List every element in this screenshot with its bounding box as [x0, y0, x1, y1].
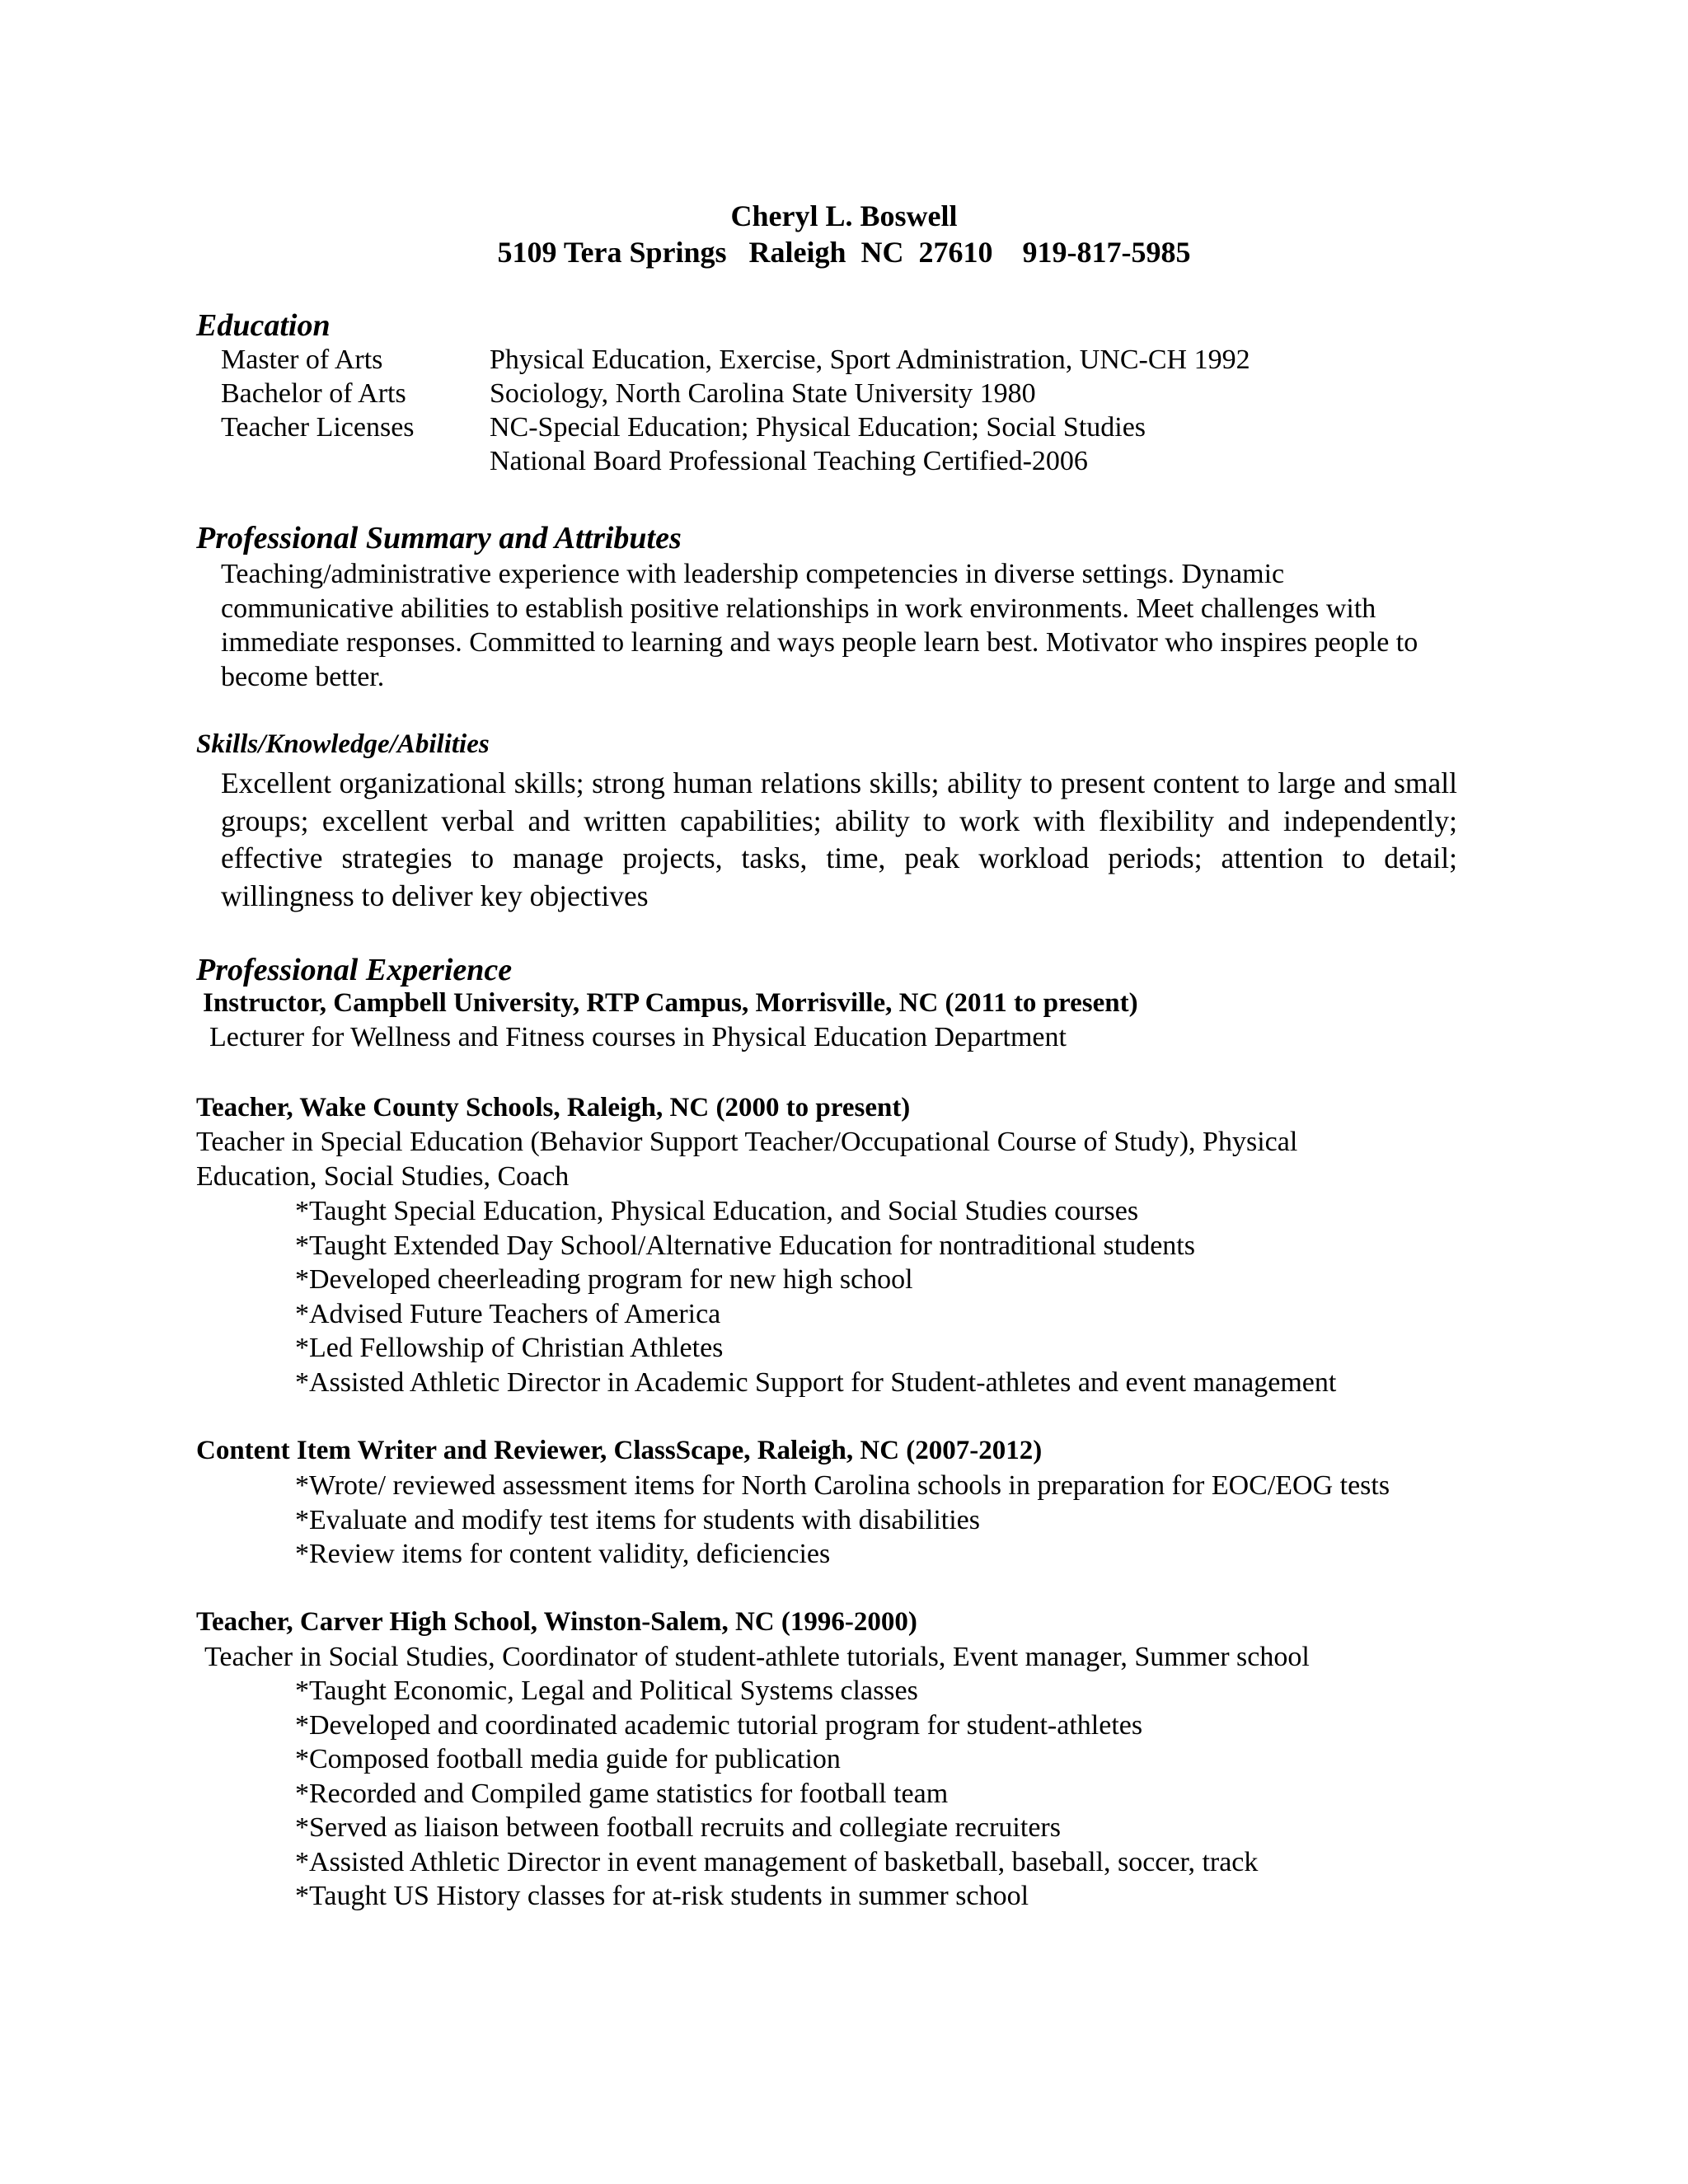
- degree-name: Master of Arts: [221, 344, 383, 375]
- skills-heading: Skills/Knowledge/Abilities: [196, 729, 490, 759]
- degree-name: Bachelor of Arts: [221, 378, 406, 409]
- list-item: *Developed and coordinated academic tutorial program for student-athletes: [295, 1709, 1143, 1741]
- job-title: Instructor, Campbell University, RTP Campus, Morrisville, NC (2011 to present): [203, 988, 1138, 1018]
- list-item: *Taught US History classes for at-risk students in summer school: [295, 1881, 1029, 1911]
- education-row: [221, 378, 1036, 410]
- job-bullets: [295, 1674, 1258, 1914]
- summary-heading: Professional Summary and Attributes: [196, 521, 682, 555]
- list-item: *Developed cheerleading program for new high school: [295, 1264, 913, 1295]
- resume-header: [0, 198, 1688, 270]
- job-description: Teacher in Social Studies, Coordinator of student-athlete tutorials, Event manager, Summer school: [204, 1642, 1310, 1672]
- list-item: *Taught Extended Day School/Alternative Education for nontraditional students: [295, 1230, 1195, 1261]
- degree-detail: NC-Special Education; Physical Education; Social Studies: [490, 412, 1146, 443]
- summary-text: Teaching/administrative experience with leadership competencies in diverse settings. Dynamic communicative abilities to establish positive relationships in work environments. Meet challenges with immediate responses. Committed to learning and ways people learn best. Motivator who inspires people to become better.: [221, 559, 1418, 692]
- degree-detail: Sociology, North Carolina State University 1980: [490, 378, 1036, 409]
- list-item: *Recorded and Compiled game statistics for football team: [295, 1778, 949, 1809]
- education-row: [221, 412, 1146, 443]
- job-description: Lecturer for Wellness and Fitness courses in Physical Education Department: [209, 1022, 1067, 1052]
- education-row: [221, 344, 1250, 376]
- list-item: *Taught Economic, Legal and Political Systems classes: [295, 1675, 918, 1706]
- list-item: *Taught Special Education, Physical Education, and Social Studies courses: [295, 1196, 1139, 1226]
- job-title: Teacher, Wake County Schools, Raleigh, NC (2000 to present): [196, 1093, 911, 1122]
- list-item: *Evaluate and modify test items for students with disabilities: [295, 1504, 980, 1535]
- degree-detail: Physical Education, Exercise, Sport Administration, UNC-CH 1992: [490, 344, 1250, 375]
- job-bullets: [295, 1194, 1336, 1399]
- job-description: Teacher in Special Education (Behavior Support Teacher/Occupational Course of Study), Physical Education, Social Studies, Coach: [196, 1127, 1298, 1192]
- experience-heading: Professional Experience: [196, 953, 513, 987]
- list-item: *Composed football media guide for publication: [295, 1744, 841, 1774]
- job-title: Teacher, Carver High School, Winston-Salem, NC (1996-2000): [196, 1607, 917, 1637]
- list-item: *Wrote/ reviewed assessment items for North Carolina schools in preparation for EOC/EOG tests: [295, 1470, 1390, 1501]
- certification-line: National Board Professional Teaching Certified-2006: [490, 446, 1088, 476]
- education-heading: Education: [196, 308, 331, 343]
- list-item: *Served as liaison between football recruits and collegiate recruiters: [295, 1812, 1061, 1843]
- job-title: Content Item Writer and Reviewer, ClassScape, Raleigh, NC (2007-2012): [196, 1436, 1043, 1465]
- skills-text: Excellent organizational skills; strong human relations skills; ability to present content to large and small groups; excellent verbal and written capabilities; ability to work with flexibility and independently; effective strategies to manage projects, tasks, time, peak workload periods; attention to detail; willingness to deliver key objectives: [221, 766, 1457, 912]
- list-item: *Advised Future Teachers of America: [295, 1298, 721, 1329]
- list-item: *Review items for content validity, deficiencies: [295, 1539, 831, 1569]
- list-item: *Assisted Athletic Director in Academic Support for Student-athletes and event management: [295, 1366, 1337, 1398]
- applicant-name: Cheryl L. Boswell: [730, 199, 958, 232]
- degree-name: Teacher Licenses: [221, 412, 415, 443]
- contact-line: 5109 Tera Springs Raleigh NC 27610 919-817-5985: [497, 236, 1191, 269]
- job-bullets: [295, 1469, 1390, 1572]
- list-item: *Assisted Athletic Director in event management of basketball, baseball, soccer, track: [295, 1846, 1259, 1877]
- list-item: *Led Fellowship of Christian Athletes: [295, 1333, 724, 1363]
